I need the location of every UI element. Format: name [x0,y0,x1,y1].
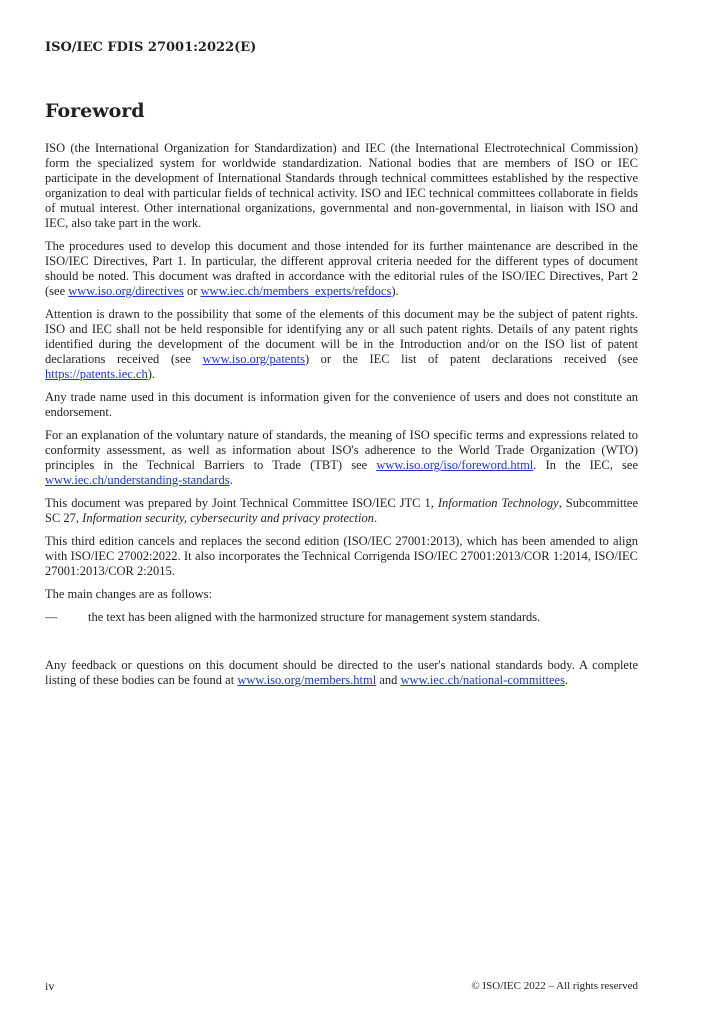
dash-marker: — [45,610,58,624]
paragraph-organizations: ISO (the International Organization for Standardization) and IEC (the International Electrotechnical Commission) form the specialized system for worldwide standardization. National bodies that are members of ISO or IEC participate in the development of International Standards through technical committees established by the respective organization to deal with particular fields of technical activity. ISO and IEC technical committees collaborate in fields of mutual interest. Other international organizations, governmental and non-governmental, in liaison with ISO and IEC, also take part in the work. [45,141,638,230]
paragraph-trade-names: Any trade name used in this document is information given for the convenience of users and does not constitute an endorsement. [45,390,638,419]
copyright-notice: © ISO/IEC 2022 – All rights reserved [471,980,638,992]
paragraph-edition: This third edition cancels and replaces the second edition (ISO/IEC 27001:2013), which has been amended to align with ISO/IEC 27002:2022. It also incorporates the Technical Corrigenda ISO/IEC 27001:2013/COR 1:2014, ISO/IEC 27001:2013/COR 2:2015. [45,534,638,578]
paragraph-main-changes-intro: The main changes are as follows: [45,587,212,601]
link-iec-national-committees[interactable]: www.iec.ch/national-committees [400,673,565,687]
list-item-text: the text has been aligned with the harmonized structure for management system standards. [88,610,541,624]
page-title: Foreword [45,100,145,122]
document-page [45,0,638,1024]
foreword-body [45,141,638,696]
link-iso-patents[interactable]: www.iso.org/patents [202,352,305,366]
link-iso-directives[interactable]: www.iso.org/directives [68,284,184,298]
paragraph-committee: This document was prepared by Joint Technical Committee ISO/IEC JTC 1, Information Technology, Subcommittee SC 27, Information security, cybersecurity and privacy protection. [45,496,639,525]
paragraph-patents: Attention is drawn to the possibility that some of the elements of this document may be the subject of patent rights. ISO and IEC shall not be held responsible for identifying any or all such patent rights. Details of any patent rights identified during the development of the document will be in the Introduction and/or on the ISO list of patent declarations received (see www.iso.org/patents) or the IEC list of patent declarations received (see https://patents.iec.ch). [45,307,639,381]
page-number: iv [45,979,55,993]
link-iec-refdocs[interactable]: www.iec.ch/members_experts/refdocs [200,284,392,298]
document-id-header: ISO/IEC FDIS 27001:2022(E) [45,40,257,55]
paragraph-feedback: Any feedback or questions on this document should be directed to the user's national standards body. A complete listing of these bodies can be found at www.iso.org/members.html and www.iec.ch/national-committees. [45,658,638,687]
link-iso-members[interactable]: www.iso.org/members.html [237,673,377,687]
link-iec-patents[interactable]: https://patents.iec.ch [45,367,148,381]
link-iec-understanding-standards[interactable]: www.iec.ch/understanding-standards [45,473,230,487]
list-item [45,610,638,625]
link-iso-foreword[interactable]: www.iso.org/iso/foreword.html [376,458,534,472]
paragraph-voluntary-nature: For an explanation of the voluntary nature of standards, the meaning of ISO specific terms and expressions related to conformity assessment, as well as information about ISO's adherence to the World Trade Organization (WTO) principles in the Technical Barriers to Trade (TBT) see www.iso.org/iso/foreword.html. In the IEC, see www.iec.ch/understanding-standards. [45,428,638,487]
paragraph-procedures: The procedures used to develop this document and those intended for its further maintenance are described in the ISO/IEC Directives, Part 1. In particular, the different approval criteria needed for the different types of document should be noted. This document was drafted in accordance with the editorial rules of the ISO/IEC Directives, Part 2 (see www.iso.org/directives or www.iec.ch/members_experts/refdocs). [45,239,638,298]
